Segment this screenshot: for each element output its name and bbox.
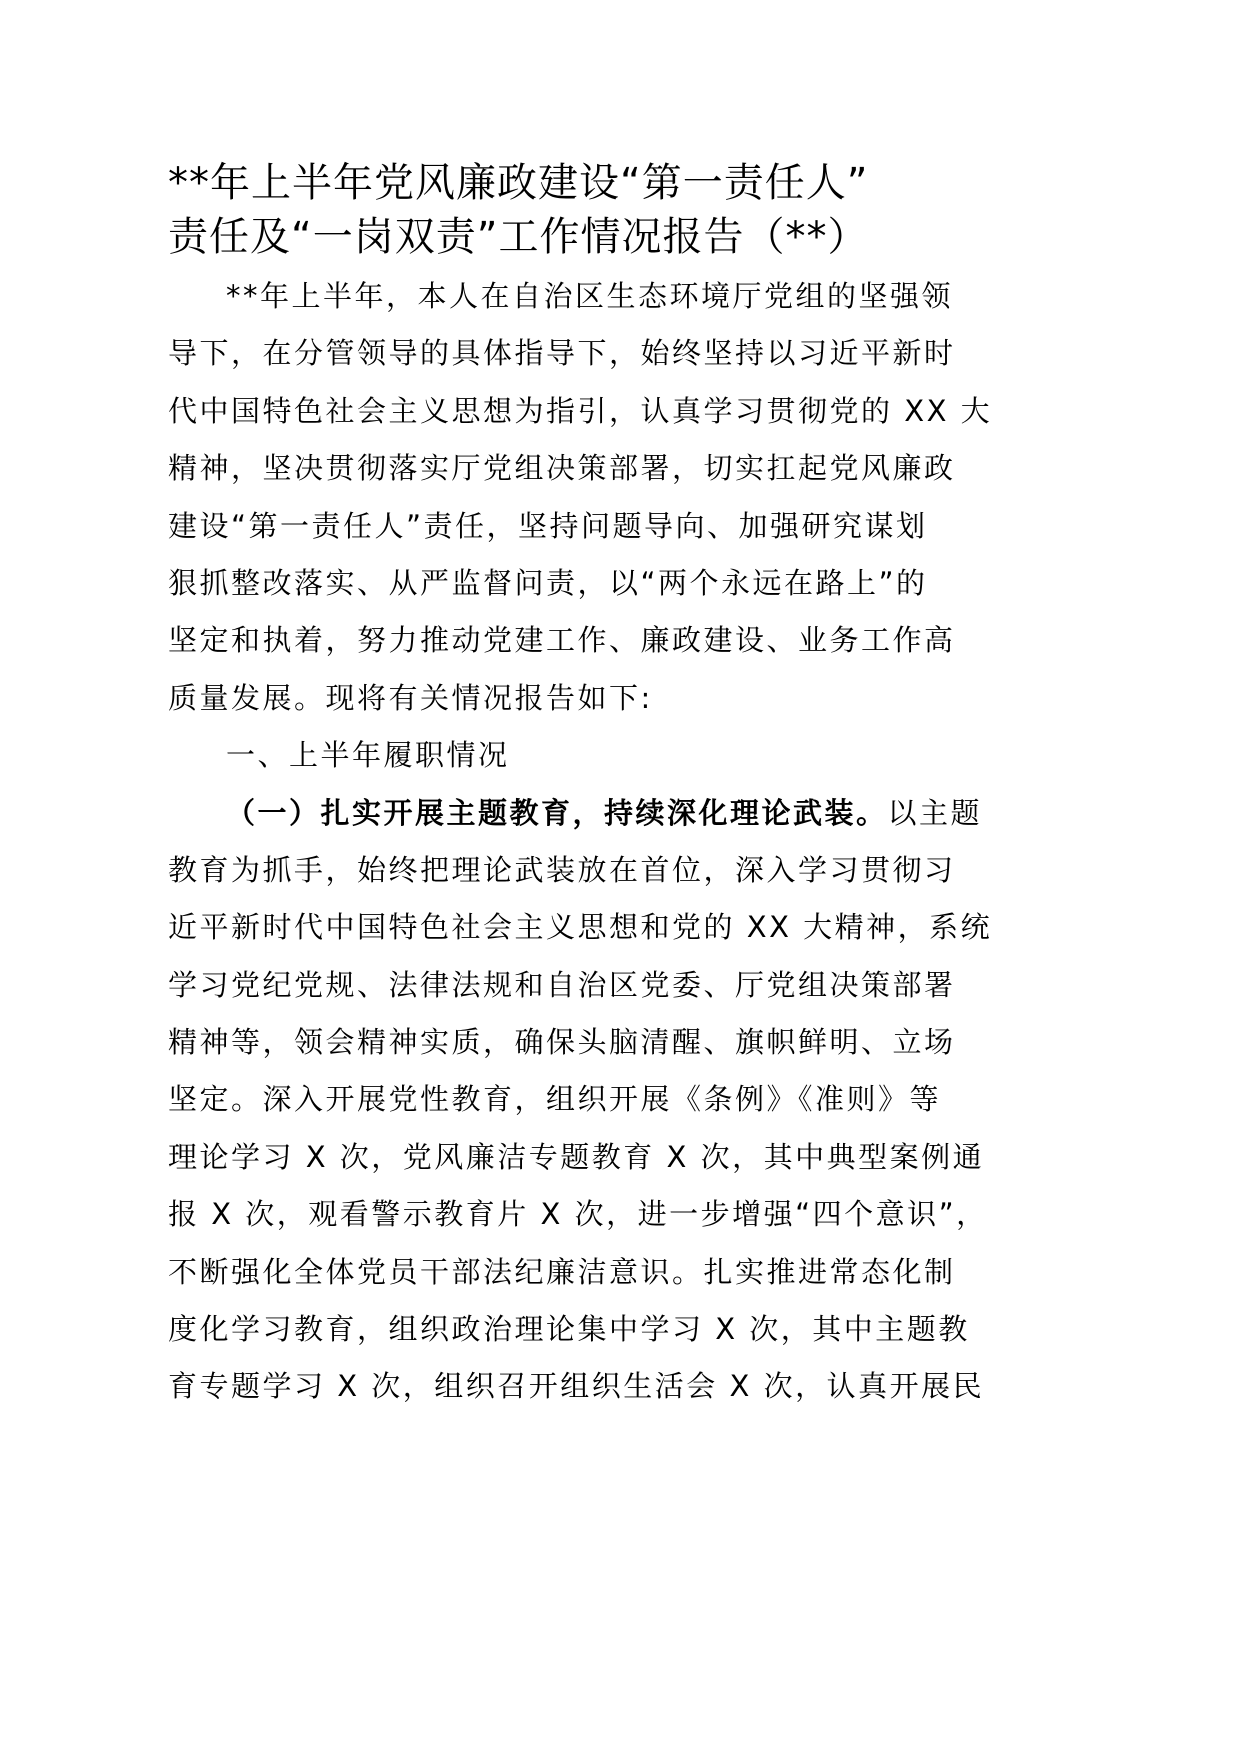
paragraph-line: 近平新时代中国特色社会主义思想和党的 XX 大精神，系统: [168, 910, 993, 945]
section-heading: 一、上半年履职情况: [226, 738, 510, 773]
paragraph-line: 建设“第一责任人”责任，坚持问题导向、加强研究谋划: [168, 508, 928, 543]
paragraph-line: 不断强化全体党员干部法纪廉洁意识。扎实推进常态化制: [168, 1254, 956, 1289]
paragraph-line: 度化学习教育，组织政治理论集中学习 X 次，其中主题教: [168, 1312, 970, 1347]
paragraph-line: 代中国特色社会主义思想为指引，认真学习贯彻党的 XX 大: [168, 393, 993, 428]
paragraph-line: 坚定。深入开展党性教育，组织开展《条例》《准则》等: [168, 1082, 942, 1117]
document-body: [168, 268, 993, 1416]
title-line-1: **年上半年党风廉政建设“第一责任人”: [168, 160, 869, 206]
subsection-line: [168, 785, 983, 842]
paragraph-line: 理论学习 X 次，党风廉洁专题教育 X 次，其中典型案例通: [168, 1139, 985, 1174]
title-line-2: 责任及“一岗双责”工作情况报告（**）: [168, 214, 869, 260]
subsection-heading: （一）扎实开展主题教育，持续深化理论武装。: [226, 795, 888, 830]
paragraph-text: 以主题: [887, 795, 983, 830]
paragraph-line: 精神，坚决贯彻落实厅党组决策部署，切实扛起党风廉政: [168, 451, 956, 486]
document-title: [168, 156, 948, 264]
paragraph-line: 育专题学习 X 次，组织召开组织生活会 X 次，认真开展民: [168, 1369, 985, 1404]
paragraph-line: 报 X 次，观看警示教育片 X 次，进一步增强“四个意识”，: [168, 1197, 988, 1232]
paragraph-line: 狠抓整改落实、从严监督问责，以“两个永远在路上”的: [168, 565, 928, 600]
paragraph-line: 教育为抓手，始终把理论武装放在首位，深入学习贯彻习: [168, 852, 956, 887]
paragraph-line: 学习党纪党规、法律法规和自治区党委、厅党组决策部署: [168, 967, 956, 1002]
paragraph-line: 坚定和执着，努力推动党建工作、廉政建设、业务工作高: [168, 623, 956, 658]
paragraph-line: **年上半年，本人在自治区生态环境厅党组的坚强领: [226, 279, 954, 313]
paragraph-line: 导下，在分管领导的具体指导下，始终坚持以习近平新时: [168, 336, 956, 371]
paragraph-line: 精神等，领会精神实质，确保头脑清醒、旗帜鲜明、立场: [168, 1025, 956, 1060]
paragraph-line: 质量发展。现将有关情况报告如下:: [168, 680, 653, 715]
